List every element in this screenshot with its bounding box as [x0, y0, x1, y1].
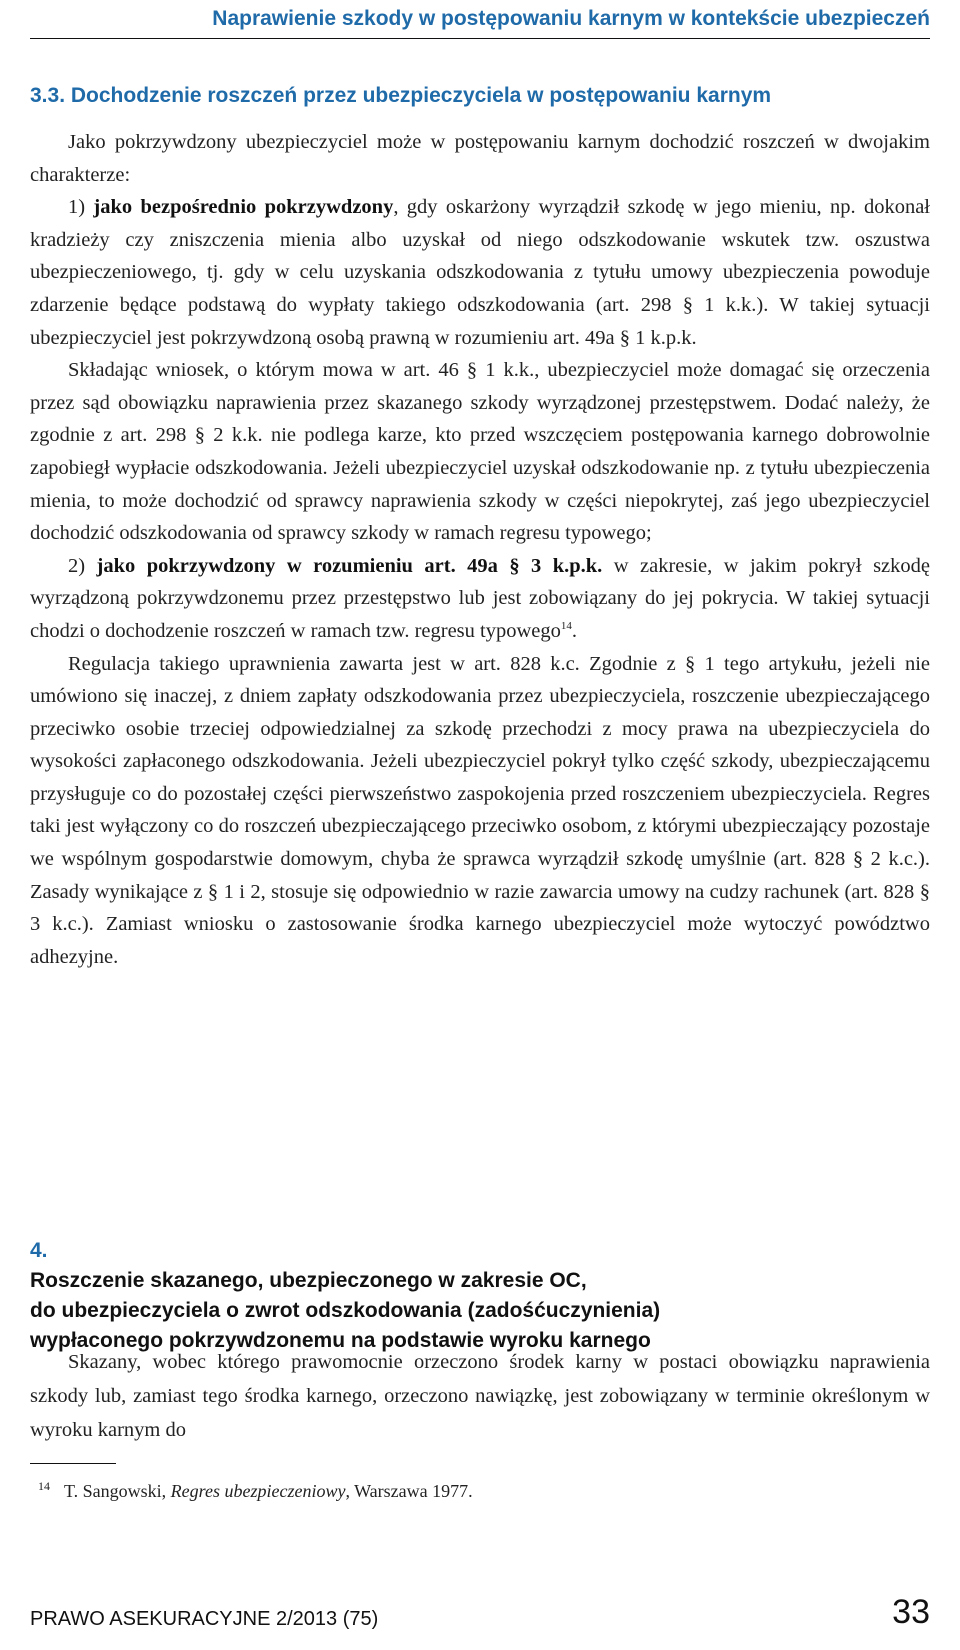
footnote-rule [30, 1463, 116, 1464]
paragraph-motion: Składając wniosek, o którym mowa w art. 46 § 1 k.k., ubezpieczyciel może domagać się orzeczenia przez sąd obowiązku naprawienia przez skazanego szkody wyrządzonej przestępstwem. Dodać należy, że zgodnie z art. 298 § 2 k.k. nie podlega karze, kto przed wszczęciem postępowania karnego dobrowolnie zapobiegł wypłacie odszkodowania. Jeżeli ubezpieczyciel uzyskał odszkodowanie np. z tytułu ubezpieczenia mienia, to może dochodzić od sprawcy naprawienia szkody w części niepokrytej, zaś jego ubezpieczyciel dochodzić odszkodowania od sprawcy szkody w ramach regresu typowego; [30, 359, 930, 545]
journal-footer: PRAWO ASEKURACYJNE 2/2013 (75) [30, 1608, 379, 1630]
footnote-rest: , Warszawa 1977. [345, 1481, 473, 1501]
paragraph-convicted: Skazany, wobec którego prawomocnie orzeczono środek karny w postaci obowiązku naprawienia szkody lub, zamiast tego środka karnego, orzeczono nawiązkę, jest zobowiązany w terminie określonym w wyroku karnym do [30, 1351, 930, 1441]
paragraph-point-1 [30, 191, 930, 354]
page-number: 33 [892, 1593, 930, 1631]
paragraph-regulation: Regulacja takiego uprawnienia zawarta jest w art. 828 k.c. Zgodnie z § 1 tego artykułu, jeżeli nie umówiono się inaczej, z dniem zapłaty odszkodowania przez ubezpieczyciela, roszczenie ubezpieczającego przeciwko osobie trzeciej odpowiedzialnej za szkodę przechodzi z mocy prawa na ubezpieczyciela do wysokości zapłaconego odszkodowania. Jeżeli ubezpieczyciel pokrył tylko część szkody, ubezpieczającemu przysługuje co do pozostałej części pierwszeństwo zaspokojenia przed roszczeniem ubezpieczyciela. Regres taki jest wyłączony co do roszczeń ubezpieczającego przeciwko osobom, z którymi ubezpieczający pozostaje we wspólnym gospodarstwie domowym, chyba że sprawca wyrządził szkodę umyślnie (art. 828 § 2 k.c.). Zasady wynikające z § 1 i 2, stosuje się odpowiednio w razie zawarcia umowy na cudzy rachunek (art. 828 § 3 k.c.). Zamiast wniosku o zastosowanie środka karnego ubezpieczyciel może wytoczyć powództwo adhezyjne. [30, 652, 930, 968]
section-heading-4 [30, 1236, 930, 1356]
footnote-title: Regres ubezpieczeniowy [170, 1481, 346, 1501]
point-2-end: . [571, 619, 578, 642]
header-rule [30, 38, 930, 39]
running-header: Naprawienie szkody w postępowaniu karnym w kontekście ubezpieczeń [212, 7, 930, 30]
section-4-heading-line-1 [30, 1236, 930, 1296]
footnote-ref-14[interactable]: 14 [560, 620, 572, 633]
paragraph-intro: Jako pokrzywdzony ubezpieczyciel może w postępowaniu karnym dochodzić roszczeń w dwojakim charakterze: [30, 131, 930, 186]
paragraph-point-2 [30, 550, 930, 648]
point-1-text: , gdy oskarżony wyrządził szkodę w jego mieniu, np. dokonał kradzieży czy zniszczenia mienia albo uzyskał od niego odszkodowanie wskutek tzw. oszustwa ubezpieczeniowego, tj. gdy w celu uzyskania odszkodowania z tytułu umowy ubezpieczenia powoduje zdarzenie będące podstawą do wypłaty takiego odszkodowania (art. 298 § 1 k.k.). W takiej sytuacji ubezpieczyciel jest pokrzywdzoną osobą prawną w rozumieniu art. 49a § 1 k.p.k. [30, 196, 931, 349]
section-heading-3-3: 3.3. Dochodzenie roszczeń przez ubezpieczyciela w postępowaniu karnym [30, 84, 772, 107]
point-2-bold: jako pokrzywdzony w rozumieniu art. 49a § 3 k.p.k. [96, 554, 603, 577]
footnote-author: T. Sangowski, [64, 1481, 171, 1501]
section-4-heading-line-3: wypłaconego pokrzywdzonemu na podstawie wyroku karnego [30, 1329, 651, 1352]
section-4-body [30, 1345, 930, 1447]
section-4-number: 4. [30, 1239, 48, 1262]
point-2-number: 2) [68, 554, 97, 577]
point-2-text: w zakresie, w jakim pokrył szkodę wyrządzoną pokrzywdzonemu przez przestępstwo lub jest zobowiązany do jej pokrycia. W takiej sytuacji chodzi o dochodzenie roszczeń w ramach tzw. regresu typowego [30, 554, 931, 642]
point-1-number: 1) [68, 196, 94, 219]
section-4-line-1-text: Roszczenie skazanego, ubezpieczonego w zakresie OC, [30, 1269, 587, 1292]
footnote-number: 14 [38, 1479, 50, 1493]
footnote-14 [30, 1474, 930, 1503]
section-4-heading-line-2: do ubezpieczyciela o zwrot odszkodowania (zadośćuczynienia) [30, 1299, 661, 1322]
section-3-3-body [30, 126, 930, 973]
point-1-bold: jako bezpośrednio pokrzywdzony [93, 196, 394, 219]
